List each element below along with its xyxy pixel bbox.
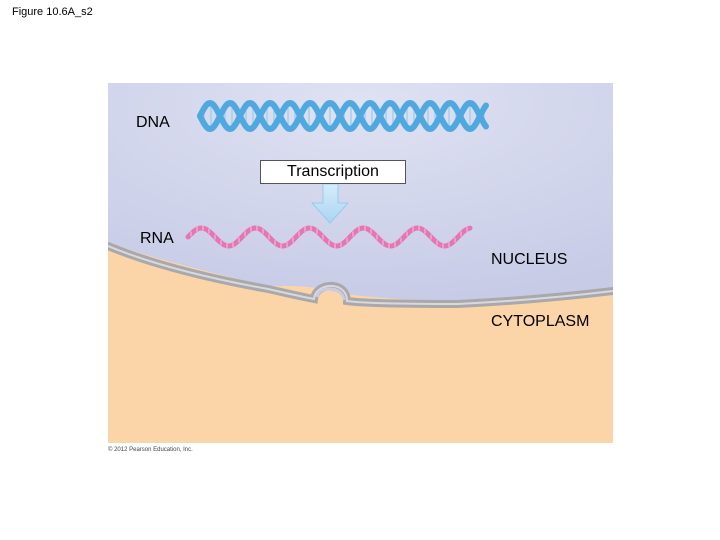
transcription-label-box <box>260 160 406 184</box>
transcription-figure <box>108 83 613 443</box>
dna-double-helix <box>200 103 486 129</box>
nucleus-label: NUCLEUS <box>491 251 568 268</box>
copyright-credit: © 2012 Pearson Education, Inc. <box>108 447 193 453</box>
transcription-label: Transcription <box>287 163 379 180</box>
cytoplasm-label: CYTOPLASM <box>491 313 590 330</box>
dna-label: DNA <box>136 114 170 131</box>
slide-title: Figure 10.6A_s2 <box>12 6 93 18</box>
rna-label: RNA <box>140 230 174 247</box>
